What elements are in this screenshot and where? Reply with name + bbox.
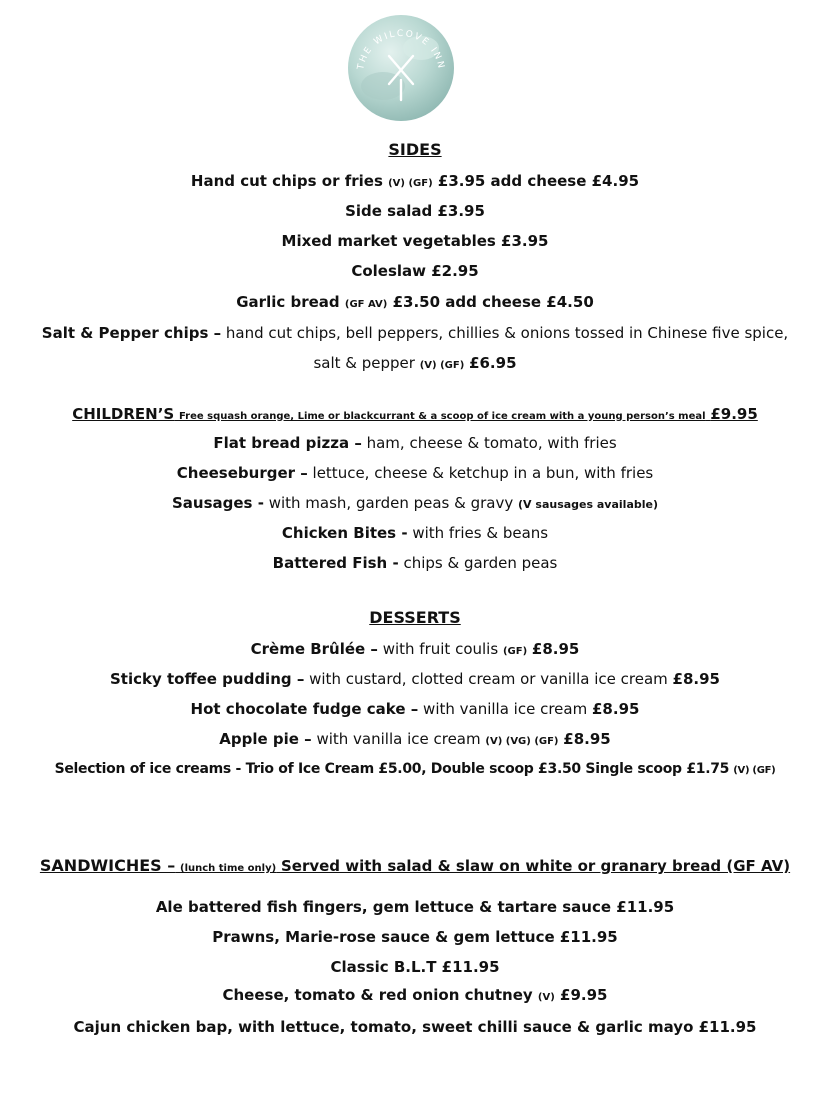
sides-item-salt-pepper-cont: salt & pepper (V) (GF) £6.95	[313, 354, 517, 372]
sandwiches-heading-row	[0, 856, 830, 879]
sandwiches-note: (lunch time only)	[180, 863, 277, 874]
children-item-pizza: Flat bread pizza – ham, cheese & tomato, with fries	[213, 434, 617, 452]
sandwiches-item-cheese-chutney: Cheese, tomato & red onion chutney (V) £9.95	[222, 986, 608, 1004]
children-item-cheeseburger: Cheeseburger – lettuce, cheese & ketchup in a bun, with fries	[176, 464, 654, 482]
children-item-battered-fish: Battered Fish - chips & garden peas	[272, 554, 558, 572]
sides-item-coleslaw: Coleslaw £2.95	[351, 262, 479, 280]
sandwiches-subheading: Served with salad & slaw on white or granary bread (GF AV)	[280, 857, 791, 875]
sandwiches-item-fish-fingers: Ale battered fish fingers, gem lettuce & tartare sauce £11.95	[155, 898, 675, 916]
sides-item-vegetables: Mixed market vegetables £3.95	[281, 232, 549, 250]
sandwiches-item-prawns: Prawns, Marie-rose sauce & gem lettuce £11.95	[212, 928, 618, 946]
desserts-item-fudge-cake: Hot chocolate fudge cake – with vanilla ice cream £8.95	[190, 700, 640, 718]
children-heading-row	[0, 404, 830, 427]
sandwiches-heading: SANDWICHES –	[39, 856, 176, 875]
children-subheading: Free squash orange, Lime or blackcurrant & a scoop of ice cream with a young person’s meal	[178, 411, 706, 422]
desserts-item-creme-brulee: Crème Brûlée – with fruit coulis (GF) £8.95	[250, 640, 580, 658]
inn-logo	[347, 14, 455, 122]
sides-item-salt-pepper: Salt & Pepper chips – hand cut chips, bell peppers, chillies & onions tossed in Chinese five spice,	[41, 324, 789, 342]
desserts-heading: DESSERTS	[369, 608, 461, 627]
children-item-chicken-bites: Chicken Bites - with fries & beans	[281, 524, 549, 542]
children-heading: CHILDREN’S	[72, 405, 175, 423]
children-item-sausages: Sausages - with mash, garden peas & gravy (V sausages available)	[171, 494, 658, 512]
children-price: £9.95	[710, 405, 758, 423]
desserts-item-apple-pie: Apple pie – with vanilla ice cream (V) (VG) (GF) £8.95	[219, 730, 611, 748]
sandwiches-item-blt: Classic B.L.T £11.95	[330, 958, 500, 976]
desserts-item-ice-creams: Selection of ice creams - Trio of Ice Cream £5.00, Double scoop £3.50 Single scoop £1.75 (V) (GF)	[54, 761, 776, 777]
sides-item-garlic-bread: Garlic bread (GF AV) £3.50 add cheese £4.50	[236, 293, 594, 311]
desserts-item-sticky-toffee: Sticky toffee pudding – with custard, clotted cream or vanilla ice cream £8.95	[109, 670, 720, 688]
sides-item-salad: Side salad £3.95	[345, 202, 485, 220]
logo-text: THE WILCOVE INN	[356, 28, 446, 71]
sandwiches-item-cajun-chicken: Cajun chicken bap, with lettuce, tomato, sweet chilli sauce & garlic mayo £11.95	[73, 1018, 757, 1036]
sides-item-chips: Hand cut chips or fries (V) (GF) £3.95 add cheese £4.95	[190, 172, 640, 190]
sides-heading: SIDES	[388, 140, 442, 159]
